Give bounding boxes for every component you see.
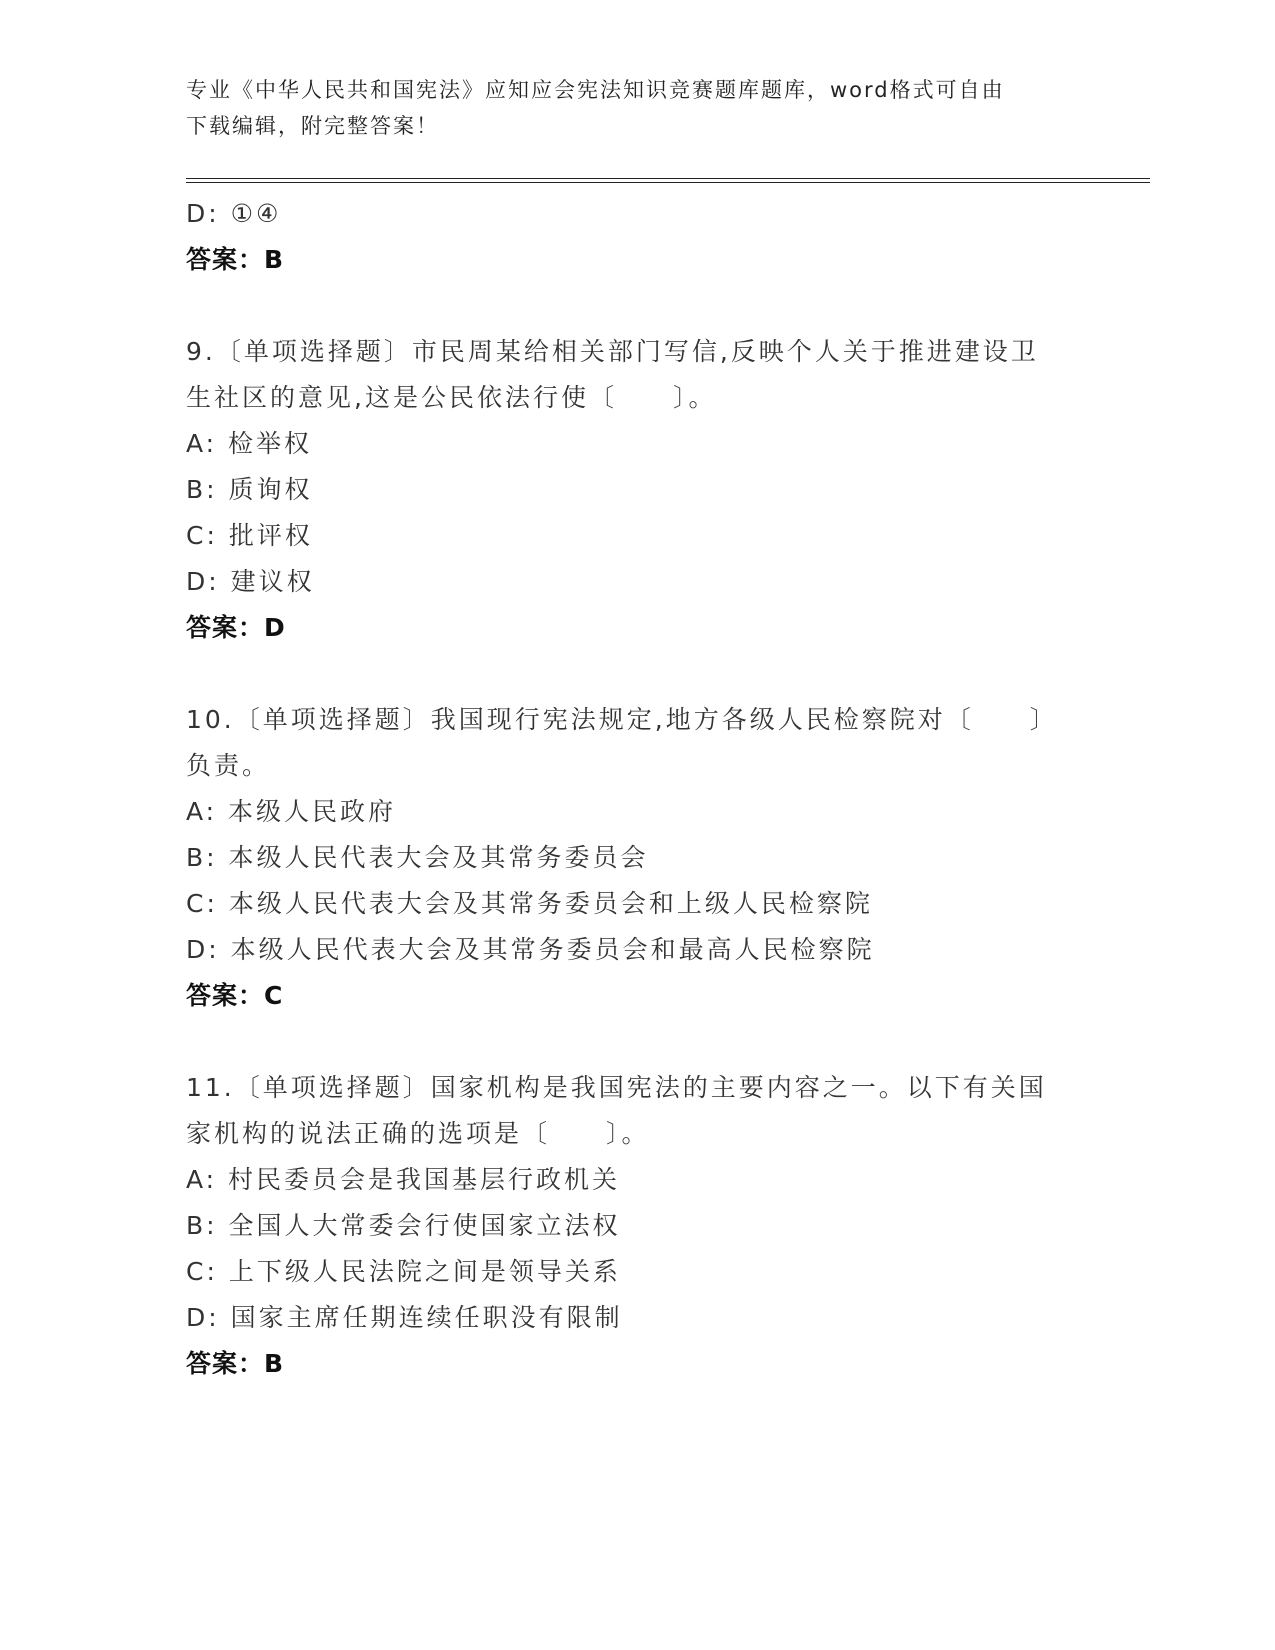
option-d: D: ①④ [186, 199, 282, 228]
document-body [186, 191, 1086, 1387]
answer-line: 答案：D [186, 613, 286, 642]
option-b: B: 质询权 [186, 475, 313, 504]
question-text-line-2: 生社区的意见,这是公民依法行使〔 〕。 [186, 383, 717, 412]
option-c: C: 上下级人民法院之间是领导关系 [186, 1257, 621, 1286]
previous-question-tail [186, 191, 1086, 283]
question-text-line-1: 10.〔单项选择题〕我国现行宪法规定,地方各级人民检察院对〔 〕 [186, 705, 1058, 734]
question-10 [186, 697, 1086, 1019]
option-a: A: 检举权 [186, 429, 313, 458]
option-d: D: 国家主席任期连续任职没有限制 [186, 1303, 623, 1332]
question-text-line-2: 负责。 [186, 751, 271, 780]
option-a: A: 本级人民政府 [186, 797, 397, 826]
spacer [186, 651, 1086, 697]
answer-line: 答案：B [186, 1349, 285, 1378]
question-text-line-2: 家机构的说法正确的选项是〔 〕。 [186, 1119, 650, 1148]
question-text-line-1: 11.〔单项选择题〕国家机构是我国宪法的主要内容之一。以下有关国 [186, 1073, 1047, 1102]
option-d: D: 建议权 [186, 567, 315, 596]
option-c: C: 本级人民代表大会及其常务委员会和上级人民检察院 [186, 889, 873, 918]
option-b: B: 本级人民代表大会及其常务委员会 [186, 843, 649, 872]
document-header [186, 72, 1086, 144]
header-line-1: 专业《中华人民共和国宪法》应知应会宪法知识竞赛题库题库，word格式可自由 [186, 78, 1005, 102]
header-rule-top [186, 178, 1150, 179]
spacer [186, 283, 1086, 329]
option-d: D: 本级人民代表大会及其常务委员会和最高人民检察院 [186, 935, 875, 964]
spacer [186, 1019, 1086, 1065]
question-text-line-1: 9.〔单项选择题〕市民周某给相关部门写信,反映个人关于推进建设卫 [186, 337, 1039, 366]
option-b: B: 全国人大常委会行使国家立法权 [186, 1211, 621, 1240]
answer-line: 答案：B [186, 245, 285, 274]
option-c: C: 批评权 [186, 521, 313, 550]
header-rule-bottom [186, 182, 1150, 183]
answer-line: 答案：C [186, 981, 284, 1010]
question-9 [186, 329, 1086, 651]
option-a: A: 村民委员会是我国基层行政机关 [186, 1165, 621, 1194]
header-line-2: 下载编辑，附完整答案！ [186, 114, 439, 138]
question-11 [186, 1065, 1086, 1387]
